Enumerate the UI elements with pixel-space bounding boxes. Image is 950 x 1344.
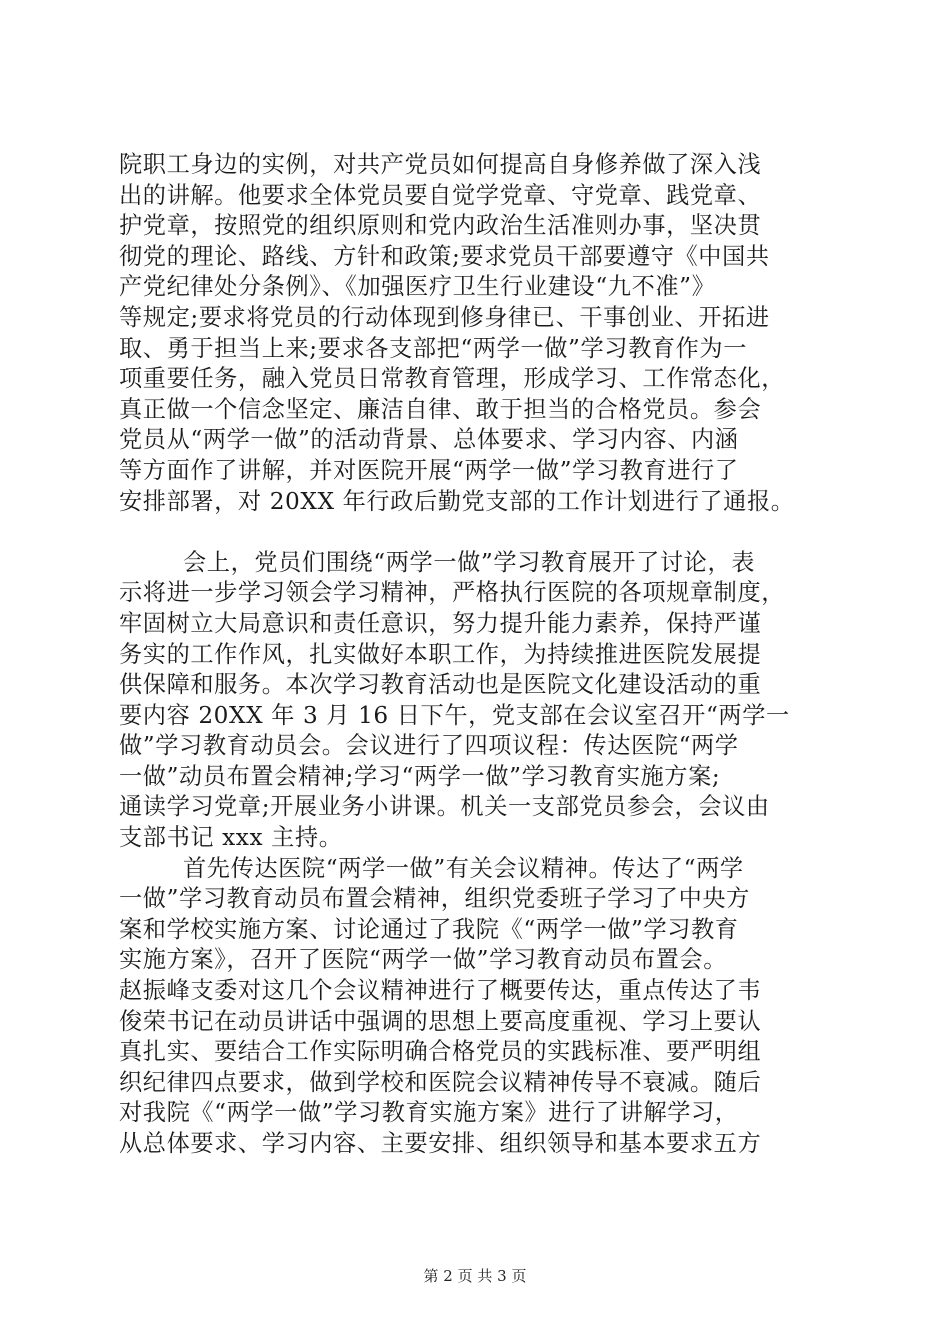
text-line: 实施方案》，召开了医院“两学一做”学习教育动员布置会。 xyxy=(119,946,727,974)
text-line: 做”学习教育动员会。会议进行了四项议程：传达医院“两学 xyxy=(119,732,739,760)
text-line: 首先传达医院“两学一做”有关会议精神。传达了“两学 xyxy=(183,854,744,882)
paragraph-1 xyxy=(119,150,839,517)
page-number-footer: 第 2 页 共 3 页 xyxy=(423,1267,527,1285)
text-line: 织纪律四点要求，做到学校和医院会议精神传导不衰减。随后 xyxy=(119,1068,762,1096)
text-line: 牢固树立大局意识和责任意识，努力提升能力素养，保持严谨 xyxy=(119,609,762,637)
text-line: 供保障和服务。本次学习教育活动也是医院文化建设活动的重 xyxy=(119,671,762,699)
text-line: 会上，党员们围绕“两学一做”学习教育展开了讨论，表 xyxy=(183,548,756,576)
text-line: 赵振峰支委对这几个会议精神进行了概要传达，重点传达了韦 xyxy=(119,977,762,1005)
text-line: 对我院《“两学一做”学习教育实施方案》进行了讲解学习， xyxy=(119,1099,739,1127)
document-body xyxy=(119,150,839,1160)
text-line: 俊荣书记在动员讲话中强调的思想上要高度重视、学习上要认 xyxy=(119,1007,762,1035)
paragraph-2 xyxy=(119,548,839,854)
text-line: 支部书记 xxx 主持。 xyxy=(119,824,343,852)
text-line: 一做”动员布置会精神;学习“两学一做”学习教育实施方案; xyxy=(119,762,721,790)
paragraph-gap xyxy=(119,517,839,548)
text-line: 项重要任务，融入党员日常教育管理，形成学习、工作常态化， xyxy=(119,365,786,393)
text-line: 真正做一个信念坚定、廉洁自律、敢于担当的合格党员。参会 xyxy=(119,395,762,423)
text-line: 彻党的理论、路线、方针和政策;要求党员干部要遵守《中国共 xyxy=(119,242,770,270)
text-line: 要内容 20XX 年 3 月 16 日下午，党支部在会议室召开“两学一 xyxy=(119,701,790,729)
text-line: 务实的工作作风，扎实做好本职工作，为持续推进医院发展提 xyxy=(119,640,762,668)
text-line: 护党章，按照党的组织原则和党内政治生活准则办事，坚决贯 xyxy=(119,212,762,240)
text-line: 从总体要求、学习内容、主要安排、组织领导和基本要求五方 xyxy=(119,1130,762,1157)
text-line: 安排部署，对 20XX 年行政后勤党支部的工作计划进行了通报。 xyxy=(119,487,795,515)
text-line: 取、勇于担当上来;要求各支部把“两学一做”学习教育作为一 xyxy=(119,334,748,362)
text-line: 党员从“两学一做”的活动背景、总体要求、学习内容、内涵 xyxy=(119,426,739,454)
text-line: 案和学校实施方案、讨论通过了我院《“两学一做”学习教育 xyxy=(119,915,739,943)
text-line: 产党纪律处分条例》、《加强医疗卫生行业建设“九不准”》 xyxy=(119,273,716,301)
text-line: 出的讲解。他要求全体党员要自觉学党章、守党章、践党章、 xyxy=(119,181,762,209)
text-line: 通读学习党章;开展业务小讲课。机关一支部党员参会，会议由 xyxy=(119,793,770,821)
text-line: 等方面作了讲解，并对医院开展“两学一做”学习教育进行了 xyxy=(119,456,739,484)
text-line: 院职工身边的实例，对共产党员如何提高自身修养做了深入浅 xyxy=(119,151,762,178)
text-line: 示将进一步学习领会学习精神，严格执行医院的各项规章制度， xyxy=(119,579,786,607)
text-line: 真扎实、要结合工作实际明确合格党员的实践标准、要严明组 xyxy=(119,1038,762,1066)
text-line: 一做”学习教育动员布置会精神，组织党委班子学习了中央方 xyxy=(119,885,750,913)
text-line: 等规定;要求将党员的行动体现到修身律已、干事创业、开拓进 xyxy=(119,303,770,331)
paragraph-3 xyxy=(119,854,839,1160)
